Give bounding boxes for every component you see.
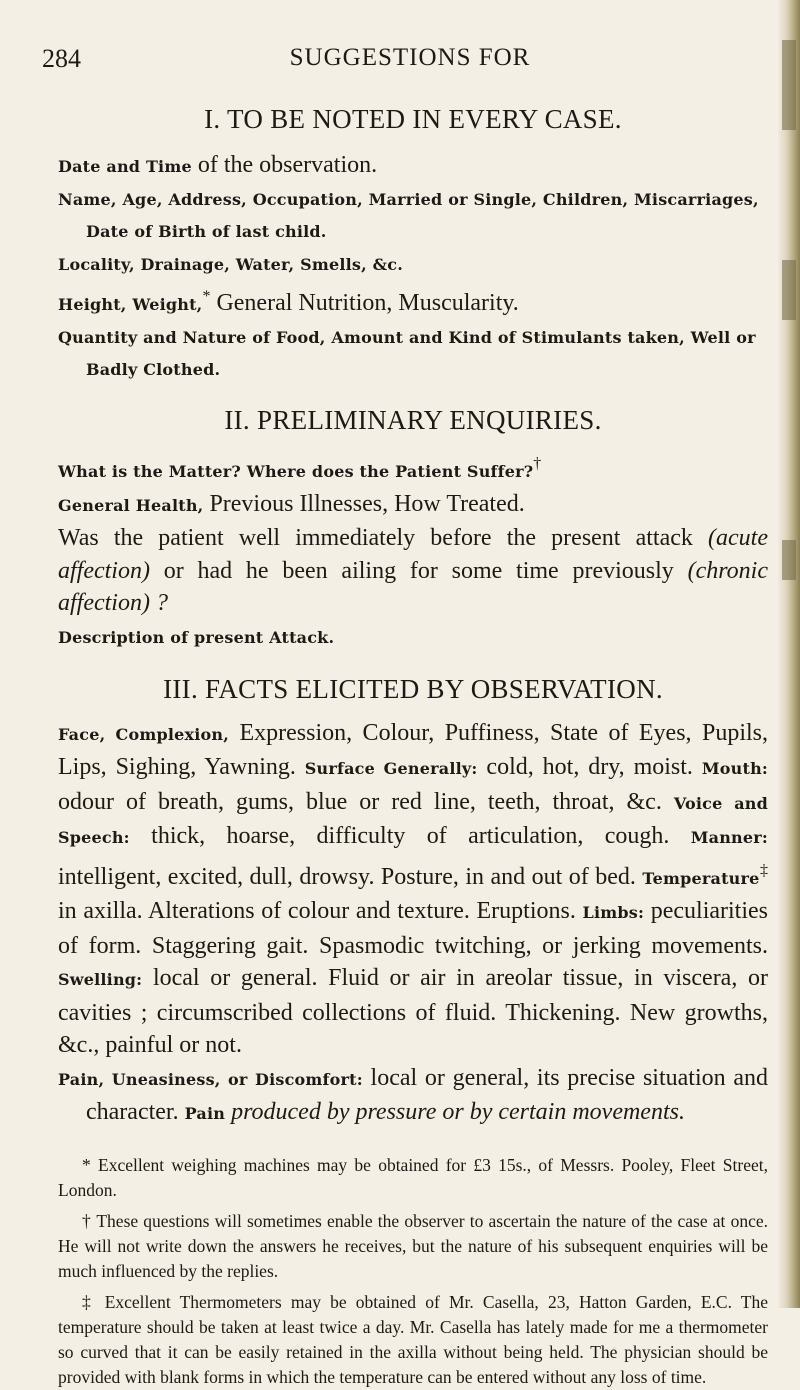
entry-previous-health: [58, 522, 768, 620]
entry-name-age: [58, 183, 768, 247]
entry-what-matter: [58, 448, 768, 488]
running-head: SUGGESTIONS FOR: [289, 44, 531, 71]
text: Expression, Colour, Puffiness, State of Eyes, Pupils, Lips, Sighing, Yawning.: [58, 719, 768, 780]
term: Date and Time: [58, 157, 192, 176]
italic-text: (chronic affection) ?: [58, 557, 768, 616]
term: Height, Weight,: [58, 295, 203, 314]
edge-stain: [782, 540, 796, 580]
pain-paragraph: [58, 1062, 768, 1131]
term: Voice and Speech:: [58, 793, 769, 847]
entry-date-time: [58, 149, 768, 183]
term: General Health,: [58, 496, 204, 515]
term: Manner:: [690, 828, 768, 847]
page-header: [0, 44, 780, 84]
term: Pain, Uneasiness, or Discomfort:: [58, 1069, 363, 1089]
footnote-2: † These questions will sometimes enable the observer to ascertain the nature of the case at once. He will not write down the answers he receives, but the nature of his subsequent enquiries will be much influenced by the replies.: [58, 1210, 768, 1281]
page-number: 284: [42, 44, 81, 73]
section-heading-3: III. FACTS ELICITED BY OBSERVATION.: [163, 673, 663, 704]
italic-text: produced by pressure or by certain movements.: [225, 1099, 685, 1125]
term: Face, Complexion,: [58, 724, 230, 744]
term: Locality, Drainage, Water, Smells, &c.: [58, 255, 403, 274]
text: Was the patient well immediately before the present attack: [58, 525, 709, 551]
italic-text: (acute affection): [58, 525, 768, 584]
term: What is the Matter? Where does the Patient Suffer?: [58, 462, 534, 481]
edge-stain: [782, 40, 796, 130]
entry-description: [58, 620, 768, 654]
section-heading-1: I. TO BE NOTED IN EVERY CASE.: [204, 104, 622, 134]
text: intelligent, excited, dull, drowsy. Posture, in and out of bed.: [58, 863, 643, 890]
text: or had he been ailing for some time previously: [149, 557, 688, 584]
term: Swelling:: [58, 970, 143, 989]
term: Limbs:: [582, 903, 645, 922]
page-edge-shadow: [778, 0, 800, 1308]
text: thick, hoarse, difficulty of articulation, cough.: [129, 823, 691, 849]
observation-paragraph: [58, 717, 768, 1062]
text: cold, hot, dry, moist.: [477, 754, 702, 780]
term: Quantity and Nature of Food, Amount and Kind of Stimulants taken, Well or Badly Clothed.: [58, 328, 756, 379]
footnote-mark: †: [533, 455, 542, 472]
text: local or general. Fluid or air in areolar tissue, in viscera, or cavities ; circumscribed collections of fluid. Thickening. New growths, &c., painful or not.: [58, 965, 768, 1058]
term: Mouth:: [701, 759, 769, 778]
entry-food: [58, 321, 768, 385]
text: in axilla. Alterations of colour and texture. Eruptions.: [58, 898, 583, 924]
footnote-mark: *: [202, 288, 211, 305]
entry-general-health: [58, 488, 768, 522]
term: Temperature: [642, 868, 760, 888]
text: peculiarities of form. Staggering gait. Spasmodic twitching, or jerking movements.: [58, 898, 769, 959]
entry-height-weight: [58, 281, 768, 321]
footnote-1: * Excellent weighing machines may be obtained for £3 15s., of Messrs. Pooley, Fleet Street, London.: [58, 1154, 768, 1200]
text: odour of breath, gums, blue or red line, teeth, throat, &c.: [58, 788, 674, 815]
text: General Nutrition, Muscularity.: [210, 290, 519, 316]
text: local or general, its precise situation and character.: [86, 1064, 768, 1125]
section-heading-2: II. PRELIMINARY ENQUIRIES.: [224, 405, 602, 435]
entry-locality: [58, 247, 768, 281]
page-content: [58, 104, 768, 1390]
footnote-3: ‡ Excellent Thermometers may be obtained of Mr. Casella, 23, Hatton Garden, E.C. The temperature should be taken at least twice a day. Mr. Casella has lately made for me a thermometer so curved that it can be easily retained in the axilla without being held. The physician should be provided with blank forms in which the temperature can be entered without any loss of time.: [58, 1291, 768, 1387]
edge-stain: [782, 260, 796, 320]
term: Surface Generally:: [304, 759, 478, 778]
term: Pain: [184, 1104, 226, 1123]
term: Description of present Attack.: [58, 627, 335, 647]
text: Previous Illnesses, How Treated.: [203, 491, 525, 517]
term: Name, Age, Address, Occupation, Married or Single, Children, Miscarriages, Date of Birth of last child.: [58, 190, 759, 241]
text: of the observation.: [191, 152, 378, 178]
footnote-mark: ‡: [759, 861, 768, 879]
